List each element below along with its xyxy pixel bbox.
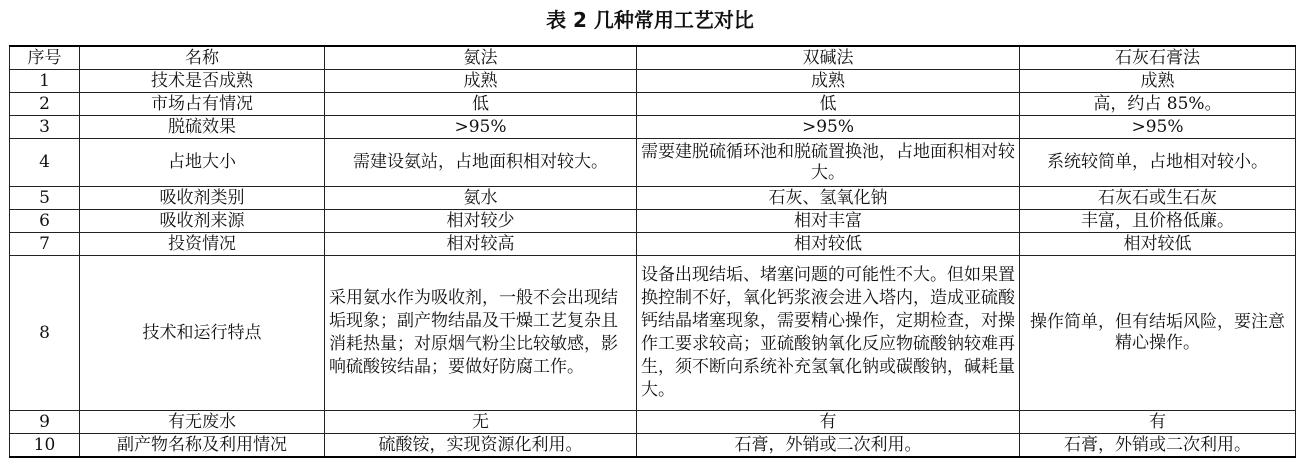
header-cell-ammonia: 氨法 bbox=[325, 46, 637, 70]
table-row bbox=[10, 256, 1296, 411]
header-cell-limestone: 石灰石膏法 bbox=[1020, 46, 1296, 70]
table-cell: 丰富，且价格低廉。 bbox=[1020, 210, 1296, 233]
table-cell: 石灰石或生石灰 bbox=[1020, 187, 1296, 210]
header-cell-index: 序号 bbox=[10, 46, 80, 70]
table-cell: >95% bbox=[325, 116, 637, 139]
table-row bbox=[10, 210, 1296, 233]
table-row bbox=[10, 187, 1296, 210]
table-cell: 4 bbox=[10, 139, 80, 187]
table-cell: 需建设氨站，占地面积相对较大。 bbox=[325, 139, 637, 187]
table-cell: 投资情况 bbox=[80, 233, 325, 256]
table-cell: 吸收剂类别 bbox=[80, 187, 325, 210]
table-cell: 脱硫效果 bbox=[80, 116, 325, 139]
table-cell: 石灰、氢氧化钠 bbox=[637, 187, 1020, 210]
table-cell: 技术是否成熟 bbox=[80, 70, 325, 93]
table-cell: 采用氨水作为吸收剂，一般不会出现结垢现象；副产物结晶及干燥工艺复杂且消耗热量；对原烟气粉尘比较敏感，影响硫酸铵结晶；要做好防腐工作。 bbox=[325, 256, 637, 411]
table-cell: 低 bbox=[325, 93, 637, 116]
table-cell: 石膏，外销或二次利用。 bbox=[1020, 434, 1296, 458]
table-title: 表 2 几种常用工艺对比 bbox=[546, 8, 754, 32]
table-cell: 无 bbox=[325, 411, 637, 434]
table-row bbox=[10, 70, 1296, 93]
table-cell: 低 bbox=[637, 93, 1020, 116]
header-row bbox=[10, 46, 1296, 70]
table-cell: 10 bbox=[10, 434, 80, 458]
table-cell: 市场占有情况 bbox=[80, 93, 325, 116]
table-cell: 7 bbox=[10, 233, 80, 256]
table-row bbox=[10, 139, 1296, 187]
table-cell: 相对较少 bbox=[325, 210, 637, 233]
table-cell: 系统较简单，占地相对较小。 bbox=[1020, 139, 1296, 187]
table-row bbox=[10, 93, 1296, 116]
process-comparison-table bbox=[9, 45, 1296, 458]
table-cell: 相对较高 bbox=[325, 233, 637, 256]
table-cell: 氨水 bbox=[325, 187, 637, 210]
table-row bbox=[10, 411, 1296, 434]
table-cell: 9 bbox=[10, 411, 80, 434]
table-row bbox=[10, 434, 1296, 458]
table-cell: 5 bbox=[10, 187, 80, 210]
table-cell: 硫酸铵，实现资源化利用。 bbox=[325, 434, 637, 458]
table-cell: 设备出现结垢、堵塞问题的可能性不大。但如果置换控制不好，氧化钙浆液会进入塔内，造成亚硫酸钙结晶堵塞现象，需要精心操作，定期检查，对操作工要求较高；亚硫酸钠氧化反应物硫酸钠较难再生，须不断向系统补充氢氧化钠或碳酸钠，碱耗量大。 bbox=[637, 256, 1020, 411]
table-cell: 8 bbox=[10, 256, 80, 411]
table-cell: 相对较低 bbox=[1020, 233, 1296, 256]
table-cell: 1 bbox=[10, 70, 80, 93]
table-cell: 需要建脱硫循环池和脱硫置换池，占地面积相对较大。 bbox=[637, 139, 1020, 187]
table-cell: 操作简单，但有结垢风险，要注意精心操作。 bbox=[1020, 256, 1296, 411]
table-cell: 3 bbox=[10, 116, 80, 139]
table-cell: 副产物名称及利用情况 bbox=[80, 434, 325, 458]
table-cell: >95% bbox=[637, 116, 1020, 139]
table-row bbox=[10, 116, 1296, 139]
table-cell: 吸收剂来源 bbox=[80, 210, 325, 233]
table-cell: 技术和运行特点 bbox=[80, 256, 325, 411]
table-cell: >95% bbox=[1020, 116, 1296, 139]
table-cell: 2 bbox=[10, 93, 80, 116]
table-cell: 高，约占 85%。 bbox=[1020, 93, 1296, 116]
table-cell: 成熟 bbox=[1020, 70, 1296, 93]
table-cell: 占地大小 bbox=[80, 139, 325, 187]
table-cell: 6 bbox=[10, 210, 80, 233]
table-cell: 成熟 bbox=[637, 70, 1020, 93]
header-cell-name: 名称 bbox=[80, 46, 325, 70]
table-row bbox=[10, 233, 1296, 256]
table-cell: 石膏，外销或二次利用。 bbox=[637, 434, 1020, 458]
table-cell: 成熟 bbox=[325, 70, 637, 93]
table-cell: 相对丰富 bbox=[637, 210, 1020, 233]
table-cell: 相对较低 bbox=[637, 233, 1020, 256]
table-cell: 有 bbox=[1020, 411, 1296, 434]
header-cell-dual-alkali: 双碱法 bbox=[637, 46, 1020, 70]
table-cell: 有无废水 bbox=[80, 411, 325, 434]
table-cell: 有 bbox=[637, 411, 1020, 434]
